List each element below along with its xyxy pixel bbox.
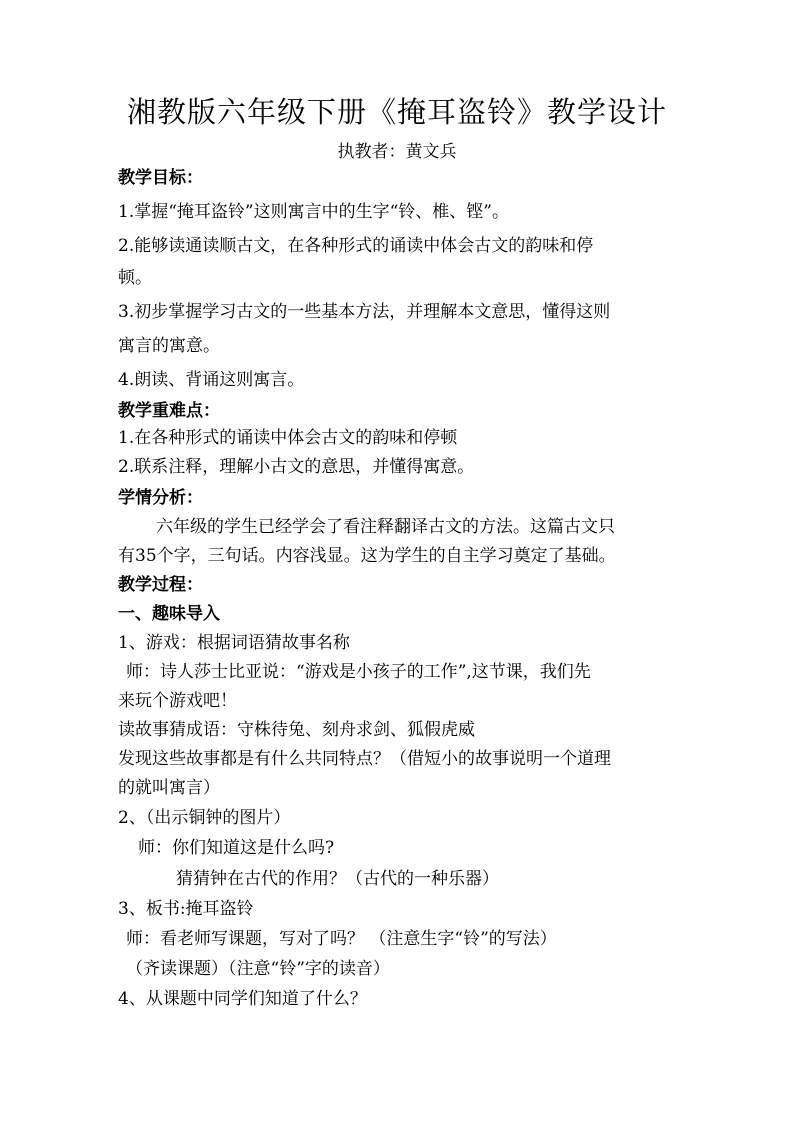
process-step: 1、游戏：根据词语猜故事名称 <box>118 633 350 653</box>
process-step: 4、从课题中同学们知道了什么？ <box>118 989 367 1009</box>
objective-item: 2.能够读通读顺古文，在各种形式的诵读中体会古文的韵味和停 <box>118 236 594 256</box>
objective-item: 3.初步掌握学习古文的一些基本方法，并理解本文意思，懂得这则 <box>118 302 611 322</box>
key-point-item: 1.在各种形式的诵读中体会古文的韵味和停顿 <box>118 428 458 448</box>
section-heading-key-points: 教学重难点： <box>118 401 220 421</box>
objective-item: 1.掌握“掩耳盗铃”这则寓言中的生字“铃、椎、铿”。 <box>118 202 509 222</box>
teacher-line-continued: 来玩个游戏吧！ <box>118 691 237 711</box>
key-point-item: 2.联系注释，理解小古文的意思，并懂得寓意。 <box>118 457 475 477</box>
process-line-continued: 的就叫寓言） <box>118 778 220 798</box>
process-line: 猜猜钟在古代的作用？（古代的一种乐器） <box>176 869 499 889</box>
teacher-line: 师：你们知道这是什么吗? <box>138 838 335 858</box>
process-step: 2、（出示铜钟的图片） <box>118 808 291 828</box>
section-heading-objectives: 教学目标： <box>118 168 203 188</box>
teacher-line: 师：看老师写课题，写对了吗？ （注意生字“铃”的写法） <box>126 929 557 949</box>
section-heading-analysis: 学情分析： <box>118 488 203 508</box>
author-line: 执教者：黄文兵 <box>337 142 457 162</box>
process-line: （齐读课题）（注意“铃”字的读音） <box>126 959 390 979</box>
objective-item: 4.朗读、背诵这则寓言。 <box>118 370 305 390</box>
analysis-paragraph-continued: 有35个字，三句话。内容浅显。这为学生的自主学习奠定了基础。 <box>118 546 616 566</box>
analysis-paragraph: 六年级的学生已经学会了看注释翻译古文的方法。这篇古文只 <box>156 517 615 537</box>
process-step: 3、板书:掩耳盗铃 <box>118 899 254 919</box>
process-line: 发现这些故事都是有什么共同特点？（借短小的故事说明一个道理 <box>118 749 611 769</box>
subheading-intro: 一、趣味导入 <box>118 604 220 624</box>
objective-item-continued: 顿。 <box>118 268 152 288</box>
section-heading-process: 教学过程： <box>118 575 203 595</box>
process-line: 读故事猜成语：守株待兔、刻舟求剑、狐假虎威 <box>118 720 475 740</box>
teacher-line: 师：诗人莎士比亚说：“游戏是小孩子的工作”,这节课，我们先 <box>126 662 591 682</box>
objective-item-continued: 寓言的寓意。 <box>118 336 220 356</box>
document-title: 湘教版六年级下册《掩耳盗铃》教学设计 <box>126 95 667 129</box>
